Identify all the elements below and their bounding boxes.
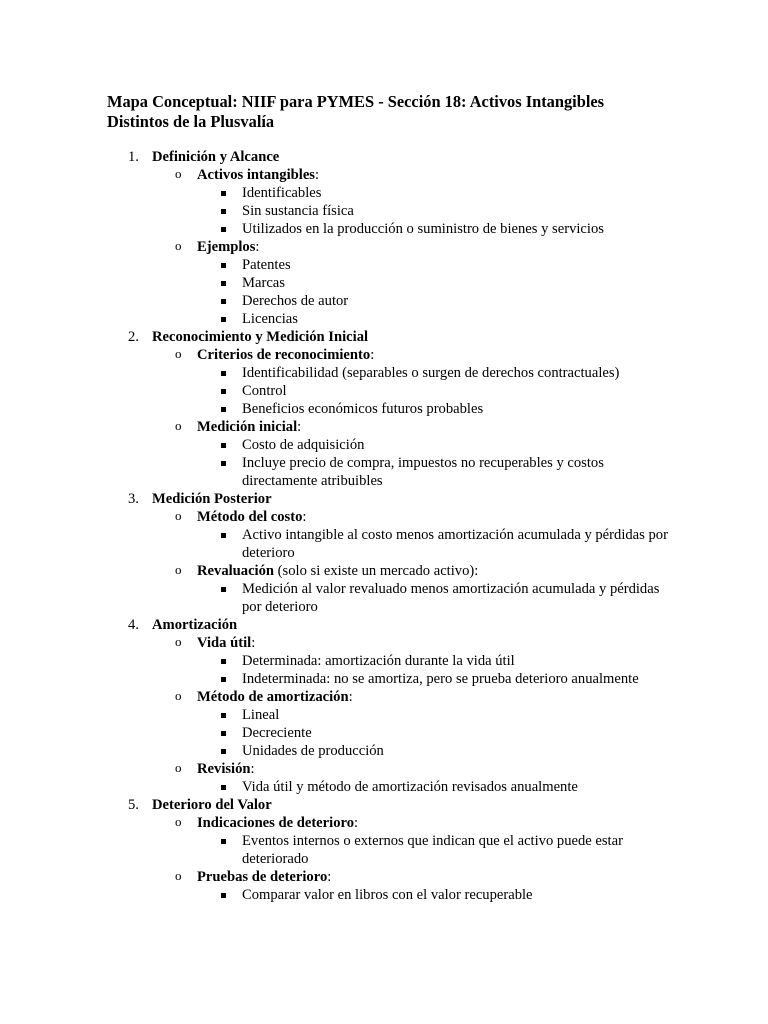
square-bullet-icon — [221, 407, 226, 412]
item-text: Identificables — [242, 185, 322, 201]
hollow-bullet-icon: o — [175, 688, 182, 703]
list-item — [0, 526, 768, 562]
item-text: Eventos internos o externos que indican que el activo puede estar deteriorado — [242, 833, 623, 867]
item-text: Derechos de autor — [242, 293, 349, 309]
hollow-bullet-icon: o — [175, 346, 182, 361]
item-suffix: (solo si existe un mercado activo): — [274, 563, 479, 579]
item-suffix: : — [354, 815, 359, 831]
section-heading — [0, 616, 768, 634]
item-suffix: : — [251, 635, 256, 651]
square-bullet-icon — [221, 587, 226, 592]
document-title: Mapa Conceptual: NIIF para PYMES - Sección 18: Activos Intangibles Distintos de la Plusvalía — [107, 92, 605, 131]
subsection-item — [0, 760, 768, 778]
square-bullet-icon — [221, 749, 226, 754]
list-number: 3. — [128, 491, 139, 507]
item-text: Incluye precio de compra, impuestos no recuperables y costos directamente atribuibles — [242, 455, 604, 489]
square-bullet-icon — [221, 371, 226, 376]
list-item — [0, 202, 768, 220]
subsection-item — [0, 814, 768, 832]
subsection-item — [0, 868, 768, 886]
item-label: Método del costo — [197, 509, 303, 525]
item-text: Identificabilidad (separables o surgen de derechos contractuales) — [242, 365, 620, 381]
square-bullet-icon — [221, 281, 226, 286]
item-label: Amortización — [152, 617, 238, 633]
item-text: Marcas — [242, 275, 285, 291]
item-suffix: : — [250, 761, 255, 777]
item-text: Unidades de producción — [242, 743, 384, 759]
hollow-bullet-icon: o — [175, 868, 182, 883]
list-number: 4. — [128, 617, 139, 633]
item-suffix: : — [370, 347, 375, 363]
hollow-bullet-icon: o — [175, 814, 182, 829]
square-bullet-icon — [221, 299, 226, 304]
list-number: 2. — [128, 329, 139, 345]
square-bullet-icon — [221, 389, 226, 394]
item-label: Reconocimiento y Medición Inicial — [152, 329, 369, 345]
concept-outline — [0, 148, 768, 904]
list-item — [0, 778, 768, 796]
item-text: Determinada: amortización durante la vida útil — [242, 653, 515, 669]
hollow-bullet-icon: o — [175, 238, 182, 253]
square-bullet-icon — [221, 893, 226, 898]
item-text: Vida útil y método de amortización revisados anualmente — [242, 779, 578, 795]
square-bullet-icon — [221, 209, 226, 214]
subsection-item — [0, 688, 768, 706]
item-suffix: : — [327, 869, 332, 885]
square-bullet-icon — [221, 785, 226, 790]
square-bullet-icon — [221, 317, 226, 322]
square-bullet-icon — [221, 677, 226, 682]
item-label: Criterios de reconocimiento — [197, 347, 371, 363]
item-suffix: : — [297, 419, 302, 435]
item-text: Sin sustancia física — [242, 203, 354, 219]
item-text: Activo intangible al costo menos amortización acumulada y pérdidas por deterioro — [242, 527, 668, 561]
section-heading — [0, 148, 768, 166]
list-item — [0, 382, 768, 400]
item-label: Revisión — [197, 761, 251, 777]
square-bullet-icon — [221, 191, 226, 196]
item-text: Costo de adquisición — [242, 437, 365, 453]
list-item — [0, 742, 768, 760]
hollow-bullet-icon: o — [175, 166, 182, 181]
item-label: Revaluación — [197, 563, 275, 579]
subsection-item — [0, 238, 768, 256]
list-number: 5. — [128, 797, 139, 813]
list-item — [0, 580, 768, 616]
item-text: Patentes — [242, 257, 291, 273]
item-label: Pruebas de deterioro — [197, 869, 328, 885]
square-bullet-icon — [221, 659, 226, 664]
section-heading — [0, 328, 768, 346]
hollow-bullet-icon: o — [175, 634, 182, 649]
subsection-item — [0, 508, 768, 526]
item-text: Comparar valor en libros con el valor recuperable — [242, 887, 533, 903]
list-item — [0, 364, 768, 382]
item-suffix: : — [348, 689, 353, 705]
list-item — [0, 436, 768, 454]
square-bullet-icon — [221, 839, 226, 844]
subsection-item — [0, 418, 768, 436]
square-bullet-icon — [221, 713, 226, 718]
item-label: Activos intangibles — [197, 167, 315, 183]
item-label: Método de amortización — [197, 689, 349, 705]
list-item — [0, 310, 768, 328]
item-text: Medición al valor revaluado menos amortización acumulada y pérdidas por deterioro — [242, 581, 660, 615]
item-text: Licencias — [242, 311, 298, 327]
square-bullet-icon — [221, 461, 226, 466]
square-bullet-icon — [221, 533, 226, 538]
square-bullet-icon — [221, 227, 226, 232]
list-number: 1. — [128, 149, 139, 165]
item-text: Beneficios económicos futuros probables — [242, 401, 484, 417]
list-item — [0, 292, 768, 310]
square-bullet-icon — [221, 443, 226, 448]
item-label: Deterioro del Valor — [152, 797, 272, 813]
list-item — [0, 220, 768, 238]
item-label: Ejemplos — [197, 239, 256, 255]
list-item — [0, 400, 768, 418]
section-heading — [0, 796, 768, 814]
item-text: Utilizados en la producción o suministro de bienes y servicios — [242, 221, 604, 237]
subsection-item — [0, 562, 768, 580]
list-item — [0, 454, 768, 490]
item-label: Medición inicial — [197, 419, 298, 435]
list-item — [0, 706, 768, 724]
item-label: Vida útil — [197, 635, 252, 651]
list-item — [0, 832, 768, 868]
item-label: Indicaciones de deterioro — [197, 815, 355, 831]
hollow-bullet-icon: o — [175, 562, 182, 577]
item-label: Definición y Alcance — [152, 149, 280, 165]
item-text: Indeterminada: no se amortiza, pero se prueba deterioro anualmente — [242, 671, 639, 687]
list-item — [0, 652, 768, 670]
subsection-item — [0, 166, 768, 184]
item-suffix: : — [302, 509, 307, 525]
hollow-bullet-icon: o — [175, 760, 182, 775]
list-item — [0, 886, 768, 904]
hollow-bullet-icon: o — [175, 418, 182, 433]
list-item — [0, 724, 768, 742]
list-item — [0, 274, 768, 292]
item-suffix: : — [255, 239, 260, 255]
subsection-item — [0, 634, 768, 652]
list-item — [0, 256, 768, 274]
list-item — [0, 670, 768, 688]
item-text: Decreciente — [242, 725, 312, 741]
square-bullet-icon — [221, 263, 226, 268]
section-heading — [0, 490, 768, 508]
item-text: Lineal — [242, 707, 280, 723]
item-suffix: : — [314, 167, 320, 183]
subsection-item — [0, 346, 768, 364]
list-item — [0, 184, 768, 202]
item-text: Control — [242, 383, 287, 399]
item-label: Medición Posterior — [152, 491, 272, 507]
square-bullet-icon — [221, 731, 226, 736]
hollow-bullet-icon: o — [175, 508, 182, 523]
